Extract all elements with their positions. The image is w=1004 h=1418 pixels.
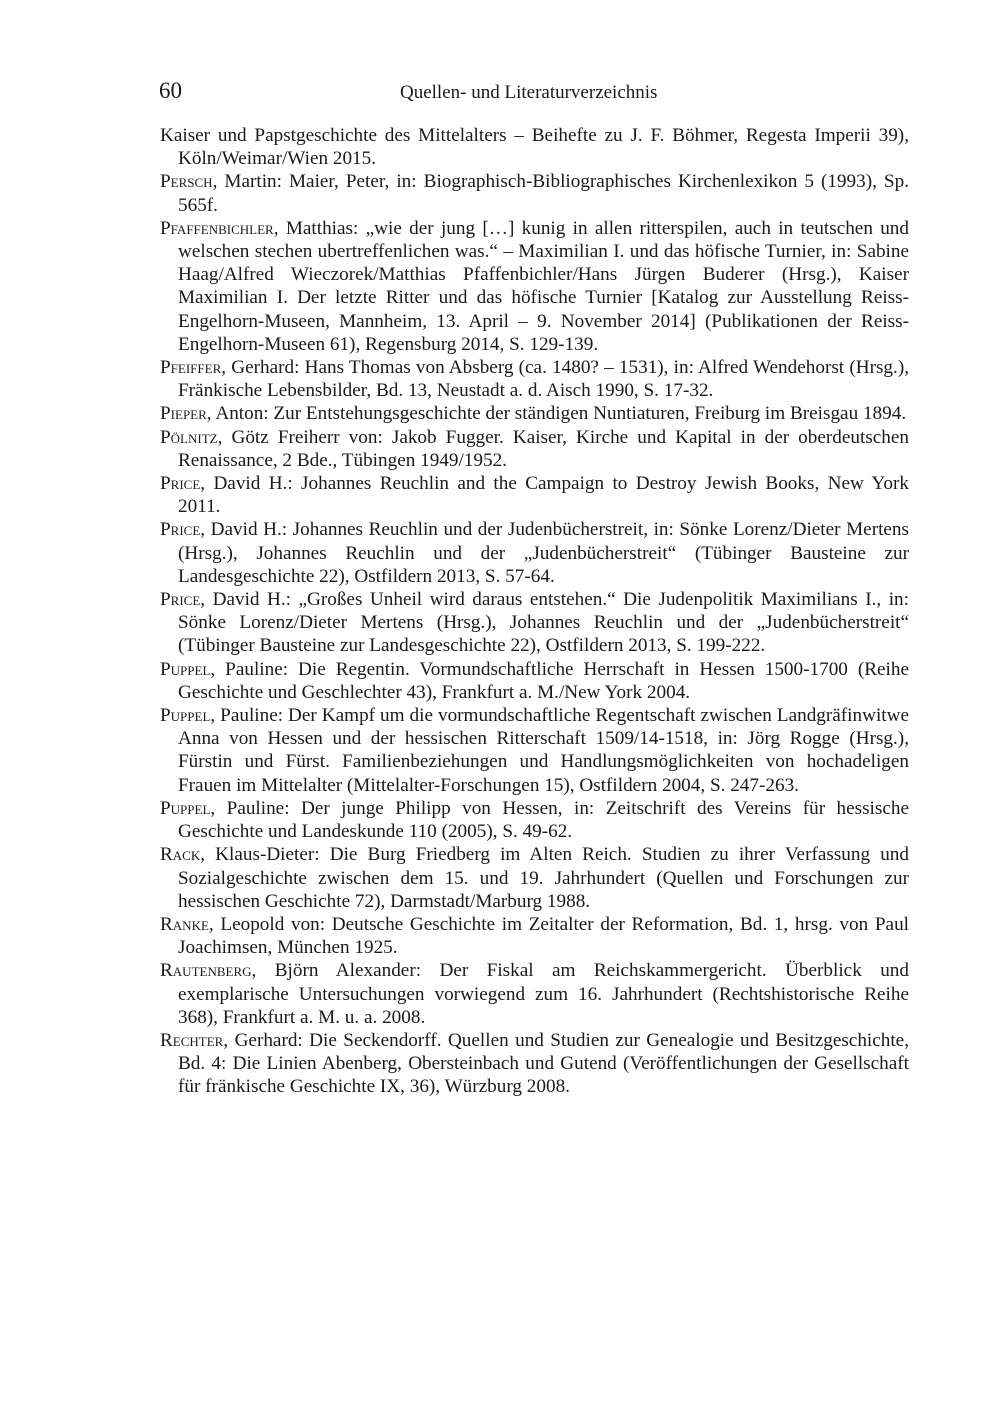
bibliography-entry: [160, 588, 909, 658]
bibliography-entry: [160, 1029, 909, 1099]
bibliography-entry: [160, 843, 909, 913]
entry-author: Rautenberg: [160, 960, 252, 982]
entry-text: , Pauline: Der Kampf um die vormundschaftliche Regentschaft zwischen Landgräfinwitwe Anna von Hessen und der hessischen Ritterschaft 1509/14-1518, in: Jörg Rogge (Hrsg.), Fürstin und Fürst. Familienbeziehungen und Handlungsmöglichkeiten von hochadeligen Frauen im Mittelalter (Mittelalter-Forschungen 15), Ostfildern 2004, S. 247-263.: [178, 705, 909, 796]
entry-author: Persch: [160, 171, 213, 193]
bibliography-entry: [160, 472, 909, 518]
entry-text: , Martin: Maier, Peter, in: Biographisch-Bibliographisches Kirchenlexikon 5 (1993), Sp. 565f.: [178, 171, 909, 216]
entry-text: , Gerhard: Hans Thomas von Absberg (ca. 1480? – 1531), in: Alfred Wendehorst (Hrsg.), Fränkische Lebensbilder, Bd. 13, Neustadt a. d. Aisch 1990, S. 17-32.: [178, 357, 909, 402]
bibliography-entry: [160, 356, 909, 402]
entry-text: , David H.: Johannes Reuchlin und der Judenbücherstreit, in: Sönke Lorenz/Dieter Mertens (Hrsg.), Johannes Reuchlin und der „Judenbücherstreit“ (Tübinger Bausteine zur Landesgeschichte 22), Ostfildern 2013, S. 57-64.: [178, 519, 909, 587]
entry-author: Ranke: [160, 913, 209, 935]
bibliography-entry: [160, 217, 909, 356]
entry-author: Puppel: [160, 797, 211, 819]
entry-author: Price: [160, 589, 201, 611]
entry-author: Price: [160, 519, 201, 541]
entry-author: Puppel: [160, 658, 211, 680]
entry-author: Rack: [160, 844, 201, 866]
entry-text: , Matthias: „wie der jung […] kunig in allen ritterspilen, auch in teutschen und welschen stechen ubertreffenlichen was.“ – Maximilian I. und das höfische Turnier, in: Sabine Haag/Alfred Wieczorek/Matthias Pfaffenbichler/Hans Jürgen Buderer (Hrsg.), Kaiser Maximilian I. Der letzte Ritter und das höfische Turnier [Katalog zur Ausstellung Reiss-Engelhorn-Museen, Mannheim, 13. April – 9. November 2014] (Publikationen der Reiss-Engelhorn-Museen 61), Regensburg 2014, S. 129-139.: [178, 217, 909, 355]
bibliography-entry: [160, 797, 909, 843]
entry-author: Pfaffenbichler: [160, 217, 274, 239]
entry-text: , Gerhard: Die Seckendorff. Quellen und Studien zur Genealogie und Besitzgeschichte, Bd. 4: Die Linien Abenberg, Obersteinbach und Gutend (Veröffentlichungen der Gesellschaft für fränkische Geschichte IX, 36), Würzburg 2008.: [178, 1029, 909, 1098]
bibliography-entry: [160, 959, 909, 1029]
entry-text: , Björn Alexander: Der Fiskal am Reichskammergericht. Überblick und exemplarische Untersuchungen vorwiegend zum 16. Jahrhundert (Rechtshistorische Reihe 368), Frankfurt a. M. u. a. 2008.: [178, 960, 909, 1028]
bibliography-entry: [160, 913, 909, 959]
running-title: Quellen- und Literaturverzeichnis: [400, 82, 658, 103]
entry-text: , Götz Freiherr von: Jakob Fugger. Kaiser, Kirche und Kapital in der oberdeutschen Renaissance, 2 Bde., Tübingen 1949/1952.: [178, 426, 909, 471]
entry-text: , Klaus-Dieter: Die Burg Friedberg im Alten Reich. Studien zu ihrer Verfassung und Sozialgeschichte zwischen dem 15. und 19. Jahrhundert (Quellen und Forschungen zur hessischen Geschichte 72), Darmstadt/Marburg 1988.: [178, 844, 909, 912]
entry-author: Price: [160, 473, 201, 495]
entry-author: Puppel: [160, 705, 211, 727]
bibliography-entry: [160, 402, 909, 425]
bibliography-entry: [160, 518, 909, 588]
page-header: [0, 76, 1004, 110]
bibliography-entry: [160, 124, 909, 170]
bibliography-entry: [160, 426, 909, 472]
entry-text: , Pauline: Die Regentin. Vormundschaftliche Herrschaft in Hessen 1500-1700 (Reihe Geschichte und Geschlechter 43), Frankfurt a. M./New York 2004.: [178, 658, 909, 703]
entry-text: , David H.: „Großes Unheil wird daraus entstehen.“ Die Judenpolitik Maximilians I., in: Sönke Lorenz/Dieter Mertens (Hrsg.), Johannes Reuchlin und der „Judenbücherstreit“ (Tübinger Bausteine zur Landesgeschichte 22), Ostfildern 2013, S. 199-222.: [178, 589, 909, 657]
entry-author: Pieper: [160, 403, 207, 425]
bibliography-list: [160, 124, 909, 1099]
entry-author: Rechter: [160, 1029, 224, 1051]
entry-author: Pölnitz: [160, 426, 218, 448]
entry-text: , Anton: Zur Entstehungsgeschichte der ständigen Nuntiaturen, Freiburg im Breisgau 1894.: [206, 403, 907, 425]
entry-text: , David H.: Johannes Reuchlin and the Campaign to Destroy Jewish Books, New York 2011.: [178, 473, 909, 518]
page-number: 60: [159, 78, 182, 103]
entry-text: Kaiser und Papstgeschichte des Mittelalters – Beihefte zu J. F. Böhmer, Regesta Imperii 39), Köln/Weimar/Wien 2015.: [160, 125, 909, 170]
entry-text: , Pauline: Der junge Philipp von Hessen, in: Zeitschrift des Vereins für hessische Geschichte und Landeskunde 110 (2005), S. 49-62.: [178, 797, 909, 843]
bibliography-entry: [160, 658, 909, 704]
entry-text: , Leopold von: Deutsche Geschichte im Zeitalter der Reformation, Bd. 1, hrsg. von Paul Joachimsen, München 1925.: [178, 913, 909, 959]
bibliography-entry: [160, 704, 909, 797]
bibliography-entry: [160, 170, 909, 216]
entry-author: Pfeiffer: [160, 357, 222, 379]
